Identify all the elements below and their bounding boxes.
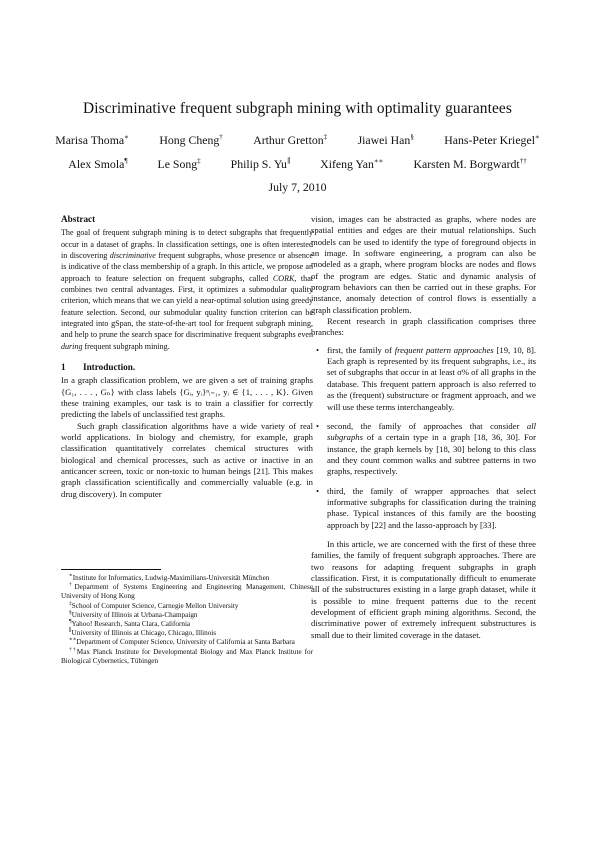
authors-row-1: [40, 133, 555, 148]
footnote: §University of Illinois at Urbana-Champaign: [69, 609, 198, 619]
author: Alex Smola¶: [68, 157, 128, 171]
intro-paragraph-1: In a graph classification problem, we are given a set of training graphs {G₁, . . . , Gₙ} with class labels {Gᵢ, yᵢ}ⁿᵢ₌₁, yᵢ ∈ {1, . . . , K}. Given these training examples, our task is to train a classifier for correctly predicting the labels of unclassified test graphs.: [61, 375, 313, 420]
list-item: • first, the family of frequent pattern approaches [19, 10, 8]. Each graph is represented by its frequent subgraphs, i.e., its set of subgraphs that occur in at least σ% of all graphs in the database. This frequent pattern approach is also referred to as the (frequent) substructure or fragment approach, and we will use these terms interchangeably.: [316, 344, 536, 412]
bullet-icon: •: [316, 485, 320, 496]
footnote-rule: [61, 569, 161, 570]
author: Marisa Thoma∗: [55, 133, 129, 147]
author: Arthur Gretton‡: [253, 133, 328, 147]
footnotes: [61, 574, 313, 666]
authors-row-2: [40, 157, 555, 172]
right-paragraph-3: In this article, we are concerned with the first of these three families, the family of frequent subgraph approaches. There are two reasons for adapting frequent subgraphs in graph classification. First, it is computationally difficult to enumerate all of the substructures existing in a large graph dataset, while it is possible to mine frequent patterns due to the recent development of efficient graph mining algorithms. Second, the discriminative power of extremely infrequent substructures is small due to their limited coverage in the dataset.: [311, 538, 536, 640]
right-column: [311, 214, 536, 641]
section-heading-introduction: 1 Introduction.: [61, 362, 136, 373]
intro-paragraph-2: Such graph classification algorithms have a wide variety of real world applications. In biology and chemistry, for example, graph classification quantitatively correlates chemical structures with biological and chemical processes, such as active or inactive in an anticancer screen, toxic or non-toxic to human beings [21]. This makes graph classification scientifically and commercially valuable (e.g. in drug discovery). In computer: [61, 420, 313, 499]
author: Philip S. Yu∥: [230, 157, 291, 171]
author: Jiawei Han§: [357, 133, 414, 147]
bullet-icon: •: [316, 344, 320, 355]
paper-date: July 7, 2010: [268, 180, 327, 194]
author: Hong Cheng†: [159, 133, 223, 147]
author: Xifeng Yan∗∗: [320, 157, 384, 171]
bullet-icon: •: [316, 420, 320, 431]
footnote: ¶Yahoo! Research, Santa Clara, California: [69, 618, 191, 629]
footnote: ‡School of Computer Science, Carnegie Mellon University: [69, 600, 239, 610]
footnote: †Department of Systems Engineering and Engineering Management, Chinese University of Hong Kong: [61, 581, 314, 601]
branches-list: [311, 345, 536, 531]
author: Le Song‡: [157, 157, 201, 171]
left-column: [61, 214, 313, 500]
paper-title: Discriminative frequent subgraph mining with optimality guarantees: [83, 100, 512, 117]
list-item: • third, the family of wrapper approaches that select informative subgraphs for classification during the training phase. Typical instances of this family are the boosting approach by [22] and the lasso-approach by [33].: [316, 485, 536, 530]
footnote: ∗∗Department of Computer Science, University of California at Santa Barbara: [69, 637, 295, 647]
right-paragraph-2: Recent research in graph classification comprises three branches:: [311, 316, 536, 338]
footnote: ∗Institute for Informatics, Ludwig-Maximilians-Universität München: [69, 572, 270, 582]
footnote: ††Max Planck Institute for Developmental Biology and Max Planck Institute for Biological Cybernetics, Tübingen: [61, 646, 314, 665]
list-item: • second, the family of approaches that consider all subgraphs of a certain type in a graph [18, 36, 30]. For instance, the graph kernels by [18, 30] belong to this class and they count common walks and subtree patterns in two graphs, respectively.: [316, 420, 536, 477]
author: Hans-Peter Kriegel∗: [444, 133, 540, 147]
footnote: ∥University of Illinois at Chicago, Chicago, Illinois: [69, 627, 217, 638]
abstract-heading: Abstract: [61, 214, 96, 224]
abstract-text: The goal of frequent subgraph mining is to detect subgraphs that frequently occur in a dataset of graphs. In classification settings, one is often interested in discovering discriminative frequent subgraphs, whose presence or absence is indicative of the class membership of a graph. In this article, we propose an approach to feature selection on frequent subgraphs, called CORK, that combines two central advantages. First, it optimizes a submodular quality criterion, which means that we can yield a near-optimal solution using greedy feature selection. Second, our submodular quality function criterion can be integrated into gSpan, the state-of-the-art tool for frequent subgraph mining, and help to prune the search space for discriminative frequent subgraphs even during frequent subgraph mining.: [61, 228, 313, 351]
author: Karsten M. Borgwardt††: [413, 157, 527, 171]
right-paragraph-1: vision, images can be abstracted as graphs, where nodes are spatial entities and edges are their mutual relationships. Such models can be used to identify the type of foreground objects in an image. In software engineering, a program can also be modeled as a graph, where program blocks are nodes and flows of the program are edges. Static and dynamic analysis of program behaviors can then be carried out in these graphs. For instance, anomaly detection of control flows is essentially a graph classification problem.: [311, 214, 536, 315]
